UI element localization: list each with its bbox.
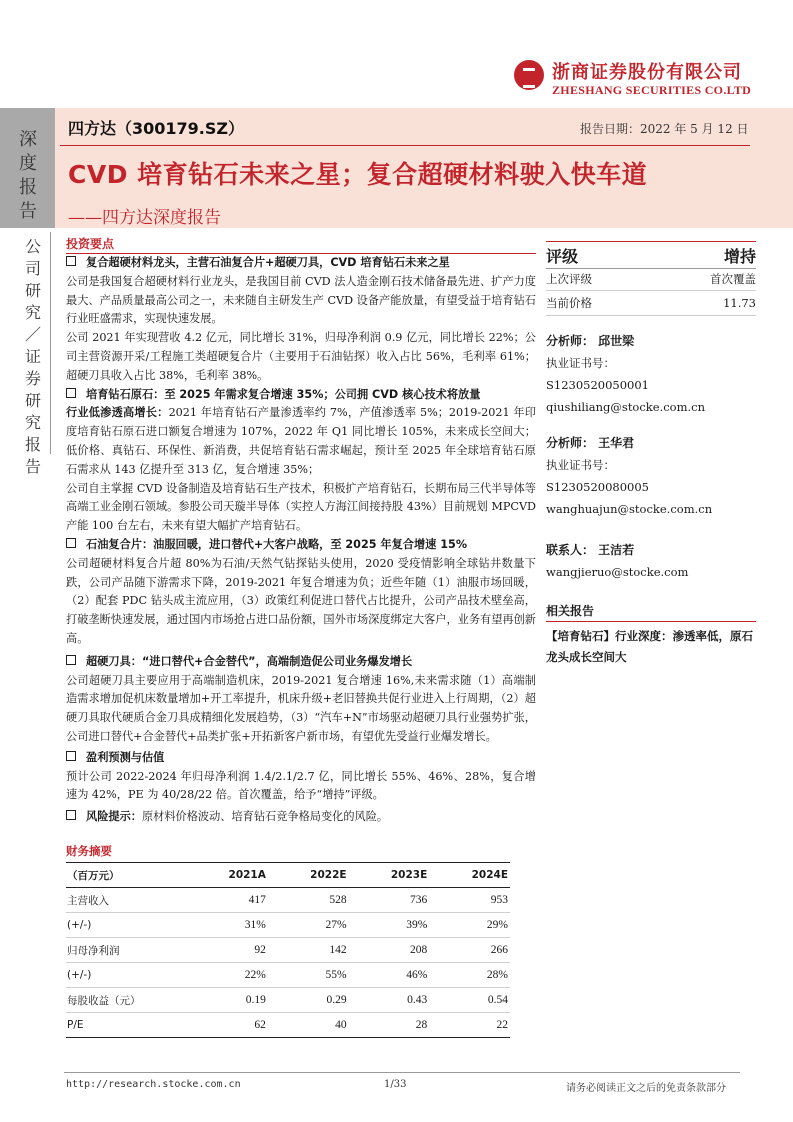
related-item[interactable]: 【培育钻石】行业深度：渗透率低，原石龙头成长空间大 [546, 629, 753, 664]
checkbox-bullet-icon [66, 388, 76, 398]
checkbox-bullet-icon [66, 751, 76, 761]
table-cell: 736 [349, 888, 430, 913]
rating-label: 评级 [546, 247, 579, 266]
table-row [66, 888, 510, 913]
table-cell: 62 [187, 1013, 268, 1038]
report-title: CVD 培育钻石未来之星；复合超硬材料驶入快车道 [68, 160, 648, 189]
table-cell: 27% [268, 913, 349, 938]
table-cell: 0.19 [187, 988, 268, 1013]
company-name-en: ZHESHANG SECURITIES CO.LTD [552, 83, 752, 97]
table-cell: 953 [429, 888, 510, 913]
stock-name: 四方达（300179.SZ） [68, 119, 245, 138]
table-cell: 31% [187, 913, 268, 938]
bullet-1-para-2: 公司 2021 年实现营收 4.2 亿元，同比增长 31%，归母净利润 0.9 亿元，同比增长 22%；公司主营资源开采/工程施工类超硬复合片（主要用于石油钻探）收入占比 56%，毛利率 61%；超硬刀具收入占比 38%，毛利率 38%。 [66, 331, 536, 382]
bullet-6: 风险提示：原材料价格波动、培育钻石竞争格局变化的风险。 [66, 808, 536, 827]
row-label: 每股收益（元） [66, 988, 187, 1013]
company-name-cn: 浙商证券股份有限公司 [552, 62, 742, 83]
bullet-1-head: 复合超硬材料龙头，主营石油复合片+超硬刀具，CVD 培育钻石未来之星 [66, 254, 536, 273]
analyst-1-email[interactable]: qiushiliang@stocke.com.cn [546, 400, 706, 414]
analyst-2-email[interactable]: wanghuajun@stocke.com.cn [546, 502, 713, 516]
bullet-2-para-1: 行业低渗透高增长：2021 年培育钻石产量渗透率约 7%，产值渗透率 5%；2019-2021 年印度培育钻石原石进口额复合增速为 107%，2022 年 Q1 同比增长 105%，未来成长空间大；低价格、真钻石、环保性、新消费，共促培育钻石需求崛起，预计至 2025 年全球培育钻石原石需求从 143 亿提升至 313 亿，复合增速 35%； [66, 406, 536, 476]
research-type-vertical: 公司研究／证券研究报告 [24, 237, 41, 476]
rating-block [546, 241, 756, 316]
analyst-1-name: 分析师： 邱世梁 [546, 334, 635, 348]
row-label: 主营收入 [66, 888, 187, 913]
prev-rating-value: 首次覆盖 [710, 272, 756, 286]
col-header: 2023E [349, 863, 430, 888]
analyst-2-cert: S1230520080005 [546, 480, 649, 494]
related-reports [546, 602, 756, 668]
col-header: 2024E [429, 863, 510, 888]
related-title: 相关报告 [546, 604, 595, 618]
bullet-4-para-1: 公司超硬刀具主要应用于高端制造机床，2019-2021 复合增速 16%,未来需求随（1）高端制造需求增加促机床数量增加+开工率提升，机床升级+老旧替换共促行业进入上行周期，（2）超硬刀具取代硬质合金刀具成精细化发展趋势，（3）“汽车+N”市场驱动超硬刀具行业强势扩张，公司进口替代+合金替代+品类扩张+开拓新客户新市场，有望优先受益行业爆发增长。 [66, 673, 536, 743]
analyst-1-cert-label: 执业证书号： [546, 356, 615, 370]
row-label: (+/-) [66, 963, 187, 988]
price-label: 当前价格 [546, 296, 592, 310]
row-label: (+/-) [66, 913, 187, 938]
table-cell: 266 [429, 938, 510, 963]
bullet-3-para-1: 公司超硬材料复合片超 80%为石油/天然气钻探钻头使用，2020 受疫情影响全球钻井数量下跌，公司产品随下游需求下降，2019-2021 年复合增速为负；近些年随（1）油服市场回暖，（2）配套 PDC 钻头成主流应用，（3）政策红利促进口替代占比提升，公司产品技术壁垒高，打破垄断快速发展，通过国内市场抢占进口品份额，国外市场深度绑定大客户，业务有望再创新高。 [66, 556, 536, 645]
row-label: 归母净利润 [66, 938, 187, 963]
table-cell: 29% [429, 913, 510, 938]
table-row [66, 913, 510, 938]
table-row [66, 988, 510, 1013]
table-row [66, 963, 510, 988]
row-label: P/E [66, 1013, 187, 1038]
table-cell: 0.54 [429, 988, 510, 1013]
table-cell: 142 [268, 938, 349, 963]
table-cell: 0.29 [268, 988, 349, 1013]
table-row [66, 938, 510, 963]
bullet-3-head: 石油复合片：油服回暖，进口替代+大客户战略，至 2025 年复合增速 15% [66, 536, 536, 555]
table-cell: 39% [349, 913, 430, 938]
bullet-5-head: 盈利预测与估值 [66, 749, 536, 768]
table-cell: 417 [187, 888, 268, 913]
checkbox-bullet-icon [66, 256, 76, 266]
table-cell: 528 [268, 888, 349, 913]
financials-table [66, 862, 510, 1038]
table-cell: 208 [349, 938, 430, 963]
price-value: 11.73 [723, 296, 756, 310]
table-cell: 22 [429, 1013, 510, 1038]
bullet-5-para-1: 预计公司 2022-2024 年归母净利润 1.4/2.1/2.7 亿，同比增长 55%、46%、28%，复合增速为 42%，PE 为 40/28/22 倍。首次覆盖，给予“增持”评级。 [66, 769, 536, 802]
col-header: （百万元） [66, 863, 187, 888]
table-cell: 55% [268, 963, 349, 988]
report-subtitle: ——四方达深度报告 [68, 208, 221, 228]
analyst-2 [546, 432, 756, 520]
band-divider [60, 145, 750, 146]
rating-value: 增持 [723, 247, 756, 266]
bullet-2-head: 培育钻石原石：至 2025 年需求复合增速 35%；公司拥 CVD 核心技术将放量 [66, 386, 536, 405]
analyst-1-cert: S1230520050001 [546, 378, 649, 392]
table-cell: 40 [268, 1013, 349, 1038]
financials-title: 财务摘要 [66, 844, 112, 858]
bullet-4-head: 超硬刀具：“进口替代+合金替代”，高端制造促公司业务爆发增长 [66, 653, 536, 672]
footer-disclaimer: 请务必阅读正文之后的免责条款部分 [566, 1083, 726, 1094]
table-header-row [66, 863, 510, 888]
checkbox-bullet-icon [66, 538, 76, 548]
checkbox-bullet-icon [66, 810, 76, 820]
left-divider [50, 232, 51, 454]
bullet-2-para-2: 公司自主掌握 CVD 设备制造及培育钻石生产技术，积极扩产培育钻石，长期布局三代半导体等高端工业金刚石领域。参股公司天璇半导体（实控人方海江间接持股 43%）目前规划 MPCVD 产能 100 台左右，未来有望大幅扩产培育钻石。 [66, 481, 536, 533]
checkbox-bullet-icon [66, 655, 76, 665]
table-cell: 28% [429, 963, 510, 988]
report-date: 报告日期：2022 年 5 月 12 日 [580, 122, 749, 136]
report-type-label: 深度报告 [19, 129, 37, 222]
table-cell: 0.43 [349, 988, 430, 1013]
table-cell: 46% [349, 963, 430, 988]
table-cell: 28 [349, 1013, 430, 1038]
contact [546, 539, 756, 583]
col-header: 2021A [187, 863, 268, 888]
analyst-2-name: 分析师： 王华君 [546, 436, 635, 450]
table-row [66, 1013, 510, 1038]
bullet-1-para-1: 公司是我国复合超硬材料行业龙头，是我国目前 CVD 法人造金刚石技术储备最先进、扩产力度最大、产品质量最高公司之一，未来随自主研发生产 CVD 设备产能放量，有望受益于培育钻石行业旺盛需求，实现快速发展。 [66, 274, 536, 326]
table-cell: 22% [187, 963, 268, 988]
table-cell: 92 [187, 938, 268, 963]
contact-email[interactable]: wangjieruo@stocke.com [546, 565, 689, 579]
analyst-2-cert-label: 执业证书号： [546, 458, 615, 472]
company-logo-icon [514, 60, 544, 90]
prev-rating-label: 上次评级 [546, 272, 592, 286]
investment-summary [66, 236, 536, 827]
contact-name: 联系人： 王洁若 [546, 543, 635, 557]
section-title: 投资要点 [66, 237, 115, 251]
footer-divider [64, 1072, 740, 1073]
footer-url[interactable]: http://research.stocke.com.cn [66, 1079, 241, 1090]
analyst-1 [546, 330, 756, 418]
page-number: 1/33 [384, 1079, 407, 1090]
col-header: 2022E [268, 863, 349, 888]
